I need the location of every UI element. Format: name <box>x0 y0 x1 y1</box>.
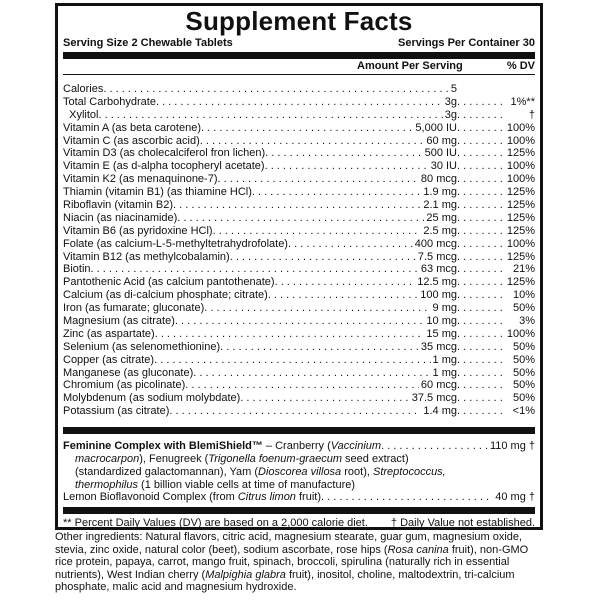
column-header <box>63 59 535 74</box>
nutrient-amount: 60 mcg <box>420 379 457 392</box>
amount-header: Amount Per Serving <box>357 60 463 72</box>
nutrient-row <box>63 263 535 276</box>
nutrient-amount: 35 mcg <box>420 340 457 353</box>
nutrient-amount: 3g <box>444 95 457 108</box>
blend-line-2: macrocarpon), Fenugreek (Trigonella foenum-graecum seed extract) <box>75 452 409 465</box>
nutrient-row <box>63 83 535 96</box>
nutrient-dv: 50% <box>512 379 535 392</box>
nutrient-amount: 10 mg <box>426 315 457 328</box>
blend-line-1: Feminine Complex with BlemiShield™ – Cranberry (Vaccinium . . . 110 mg † <box>63 440 535 453</box>
thick-divider <box>63 507 535 514</box>
nutrient-row <box>63 315 535 328</box>
nutrient-row <box>63 354 535 367</box>
nutrient-name: Thiamin (vitamin B1) (as thiamine HCl) <box>63 186 252 199</box>
nutrient-name: Vitamin C (as ascorbic acid) <box>63 134 200 147</box>
nutrient-dv: 125% <box>506 276 535 289</box>
dv-header: % DV <box>506 60 535 72</box>
nutrient-name: Chromium (as picolinate) <box>63 379 186 392</box>
nutrient-amount: 2.1 mg <box>423 199 457 212</box>
nutrient-dv: 125% <box>506 147 535 160</box>
nutrient-dv: 125% <box>506 250 535 263</box>
nutrient-name: Manganese (as gluconate) <box>63 366 194 379</box>
nutrient-dv: 100% <box>506 327 535 340</box>
nutrient-dv: 100% <box>506 237 535 250</box>
nutrient-dv: 1%** <box>510 95 535 108</box>
servings-per-container: Servings Per Container 30 <box>398 37 535 49</box>
nutrient-list <box>63 83 535 418</box>
nutrient-name: Molybdenum (as sodium molybdate) <box>63 392 241 405</box>
nutrient-amount: 9 mg <box>432 302 457 315</box>
nutrient-name: Vitamin A (as beta carotene) <box>63 121 201 134</box>
nutrient-row <box>63 405 535 418</box>
nutrient-name: Vitamin D3 (as cholecalciferol fron lichen) <box>63 147 266 160</box>
proprietary-blend <box>63 440 535 504</box>
nutrient-name: Xylitol <box>63 108 99 121</box>
nutrient-dv: † <box>528 108 535 121</box>
nutrient-name: Calcium (as di-calcium phosphate; citrate) <box>63 289 268 302</box>
footnotes <box>63 516 535 530</box>
nutrient-dv: 3% <box>519 315 535 328</box>
nutrient-row <box>63 109 535 122</box>
nutrient-name: Riboflavin (vitamin B2) <box>63 199 174 212</box>
nutrient-amount: 63 mcg <box>420 263 457 276</box>
nutrient-name: Magnesium (as citrate) <box>63 315 175 328</box>
nutrient-amount: 80 mcg <box>420 173 457 186</box>
nutrient-amount: 30 IU <box>430 160 457 173</box>
blend-name: Feminine Complex with BlemiShield™ <box>63 440 263 453</box>
nutrient-amount: 1 mg <box>432 353 457 366</box>
nutrient-row <box>63 238 535 251</box>
thick-divider <box>63 427 535 434</box>
nutrient-amount: 25 mg <box>426 211 457 224</box>
blend-amount: 110 mg † <box>489 440 535 453</box>
nutrient-row <box>63 251 535 264</box>
footnote-dagger: † Daily Value not established. <box>390 517 535 530</box>
nutrient-name: Potassium (as citrate) <box>63 405 170 418</box>
nutrient-dv: 10% <box>512 289 535 302</box>
nutrient-row <box>63 225 535 238</box>
nutrient-dv: 100% <box>506 160 535 173</box>
blend-line-4: thermophilus (1 billion viable cells at time of manufacture) <box>75 478 356 491</box>
nutrient-name: Niacin (as niacinamide) <box>63 211 178 224</box>
thick-divider <box>63 52 535 59</box>
nutrient-row <box>63 135 535 148</box>
nutrient-name: Total Carbohydrate <box>63 95 156 108</box>
nutrient-name: Vitamin B6 (as pyridoxine HCl) <box>63 224 213 237</box>
nutrient-amount: 1 mg <box>432 366 457 379</box>
nutrient-amount: 5,000 IU <box>415 121 457 134</box>
nutrient-dv: 100% <box>506 134 535 147</box>
nutrient-dv: 50% <box>512 392 535 405</box>
nutrient-row <box>63 96 535 109</box>
nutrient-dv: 100% <box>506 173 535 186</box>
nutrient-name: Iron (as fumarate; gluconate) <box>63 302 205 315</box>
nutrient-name: Calories <box>63 83 104 95</box>
other-ingredients: Other ingredients: Natural flavors, citric acid, magnesium stearate, guar gum, magnesium oxide, stevia, zinc oxide, natural color (beet), sodium ascorbate, rose hips (Rosa canina fruit), non-GMO rice protein, papaya, carrot, mango fruit, spinach, broccoli, spirulina (naturally rich in essential nutrients), West Indian cherry (Malpighia glabra fruit), inositol, choline, maltodextrin, tri-calcium phosphate, malic acid and magnesium hydroxide. <box>55 531 529 594</box>
nutrient-amount: 12.5 mg <box>417 276 457 289</box>
thin-divider <box>63 74 535 75</box>
nutrient-dv: 125% <box>506 211 535 224</box>
nutrient-name: Copper (as citrate) <box>63 353 155 366</box>
nutrient-amount: 400 mcg <box>414 237 457 250</box>
blend-line-3: (standardized galactomannan), Yam (Dioscorea villosa root), Streptococcus, <box>75 465 446 478</box>
nutrient-amount: 3g <box>444 108 457 121</box>
nutrient-dv: 100% <box>506 121 535 134</box>
nutrient-row <box>63 186 535 199</box>
nutrient-row <box>63 328 535 341</box>
nutrient-amount: 7.5 mcg <box>417 250 457 263</box>
nutrient-name: Vitamin B12 (as methylcobalamin) <box>63 250 230 263</box>
nutrient-amount: 60 mg <box>426 134 457 147</box>
nutrient-amount: 100 mg <box>420 289 457 302</box>
nutrient-amount: 15 mg <box>426 327 457 340</box>
lemon-amount: 40 mg † <box>495 491 535 504</box>
nutrient-dv: 125% <box>506 199 535 212</box>
serving-info <box>63 36 535 52</box>
nutrient-name: Pantothenic Acid (as calcium pantothenate) <box>63 276 275 289</box>
nutrient-amount: 1.4 mg <box>423 405 457 418</box>
nutrient-row <box>63 276 535 289</box>
nutrient-row <box>63 122 535 135</box>
nutrient-row <box>63 392 535 405</box>
nutrient-name: Zinc (as aspartate) <box>63 327 155 340</box>
nutrient-amount: 1.9 mg <box>423 186 457 199</box>
nutrient-row <box>63 302 535 315</box>
nutrient-amount: 500 IU <box>424 147 457 160</box>
nutrient-dv: 125% <box>506 186 535 199</box>
nutrient-amount: 37.5 mcg <box>411 392 457 405</box>
nutrient-dv: 125% <box>506 224 535 237</box>
nutrient-dv: 50% <box>512 340 535 353</box>
panel-title: Supplement Facts <box>185 6 413 36</box>
nutrient-row <box>63 173 535 186</box>
nutrient-name: Vitamin E (as d-alpha tocopheryl acetate) <box>63 160 265 173</box>
lemon-line: Lemon Bioflavonoid Complex (from Citrus limon fruit) . . . 40 mg † <box>63 491 535 504</box>
nutrient-row <box>63 199 535 212</box>
nutrient-dv: <1% <box>512 405 535 418</box>
nutrient-row <box>63 160 535 173</box>
footnote-dv: ** Percent Daily Values (DV) are based on a 2,000 calorie diet. <box>63 517 368 530</box>
nutrient-row <box>63 289 535 302</box>
supplement-facts-panel <box>55 3 543 530</box>
nutrient-row <box>63 367 535 380</box>
serving-size: Serving Size 2 Chewable Tablets <box>63 37 233 49</box>
nutrient-dv: 50% <box>512 366 535 379</box>
nutrient-name: Biotin <box>63 263 91 276</box>
nutrient-amount: 2.5 mg <box>423 224 457 237</box>
nutrient-dv: 50% <box>512 353 535 366</box>
nutrient-row <box>63 379 535 392</box>
nutrient-name: Vitamin K2 (as menaquinone-7) <box>63 173 218 186</box>
nutrient-amount: 5 <box>450 83 457 95</box>
nutrient-row <box>63 147 535 160</box>
nutrient-row <box>63 212 535 225</box>
nutrient-dv: 21% <box>512 263 535 276</box>
nutrient-name: Selenium (as selenomethionine) <box>63 340 221 353</box>
nutrient-dv: 50% <box>512 302 535 315</box>
nutrient-row <box>63 341 535 354</box>
nutrient-name: Folate (as calcium-L-5-methyltetrahydrofolate) <box>63 237 288 250</box>
